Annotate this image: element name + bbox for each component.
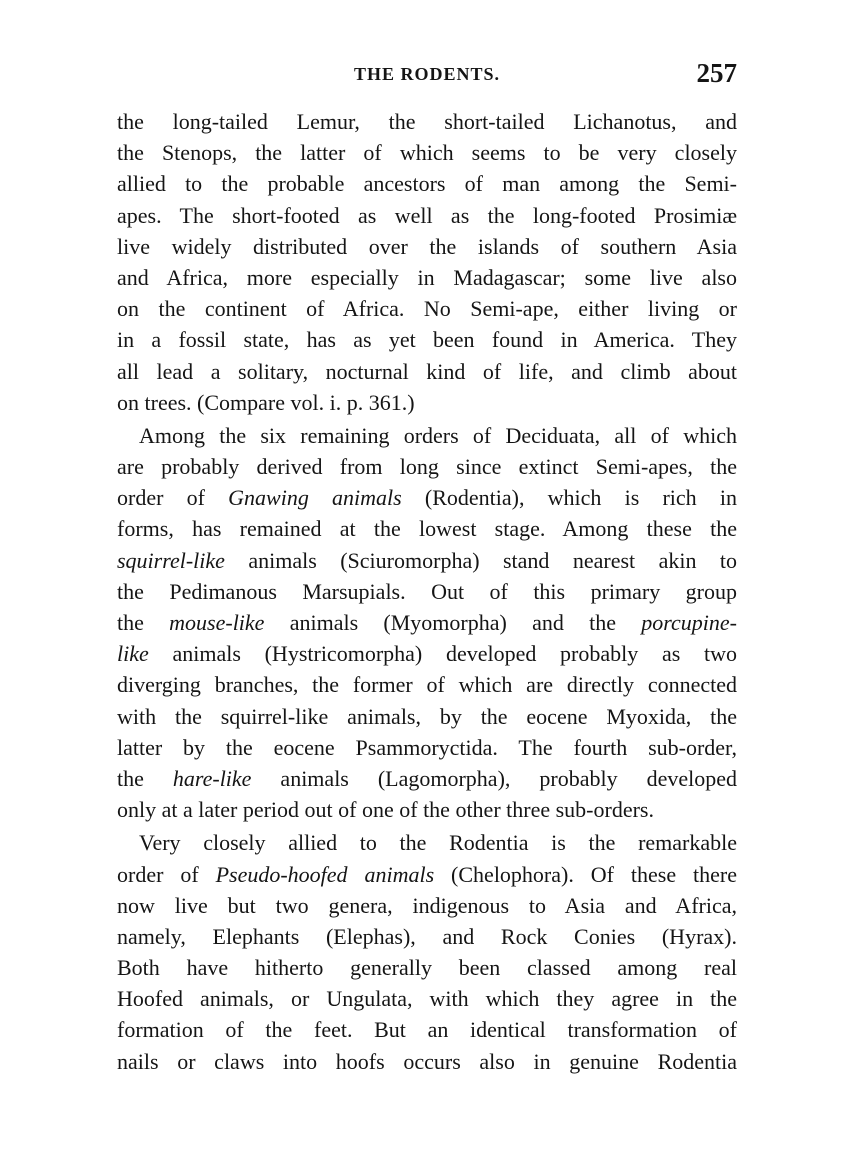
paragraph bbox=[117, 420, 737, 825]
text-line bbox=[117, 545, 737, 576]
text-line: with the squirrel-like animals, by the eocene Myoxida, the bbox=[117, 703, 737, 729]
text-run: animals (Myomorpha) and the bbox=[264, 610, 642, 635]
text-line: Very closely allied to the Rodentia is the remarkable bbox=[139, 830, 737, 856]
text-line: and Africa, more especially in Madagascar; some live also bbox=[117, 264, 737, 290]
text-line: Both have hitherto generally been classed among real bbox=[117, 955, 737, 981]
text-line: now live but two genera, indigenous to Asia and Africa, bbox=[117, 892, 737, 918]
text-line: all lead a solitary, nocturnal kind of life, and climb about bbox=[117, 358, 737, 384]
text-line: the Stenops, the latter of which seems to be very closely bbox=[117, 140, 737, 166]
text-run: animals (Lagomorpha), probably developed bbox=[251, 765, 737, 791]
text-line bbox=[117, 859, 737, 890]
text-line: latter by the eocene Psammoryctida. The fourth sub-order, bbox=[117, 734, 737, 760]
text-line bbox=[117, 638, 737, 669]
text-line: Among the six remaining orders of Deciduata, all of which bbox=[139, 422, 737, 448]
italic-term: porcupine- bbox=[641, 610, 737, 635]
text-line bbox=[117, 482, 737, 513]
text-line: namely, Elephants (Elephas), and Rock Conies (Hyrax). bbox=[117, 923, 737, 949]
text-line bbox=[117, 607, 737, 638]
text-line: allied to the probable ancestors of man among the Semi- bbox=[117, 171, 737, 197]
italic-term: mouse-like bbox=[169, 610, 265, 635]
text-line bbox=[117, 763, 737, 794]
body-text bbox=[117, 106, 737, 1079]
text-line: live widely distributed over the islands of southern Asia bbox=[117, 233, 737, 259]
text-run: animals (Sciuromorpha) stand nearest akin to bbox=[224, 547, 737, 573]
page-header bbox=[117, 58, 737, 98]
italic-term: squirrel-like bbox=[117, 547, 225, 573]
text-line: the long-tailed Lemur, the short-tailed Lichanotus, and bbox=[117, 109, 737, 134]
text-run: the bbox=[117, 610, 170, 635]
paragraph bbox=[117, 106, 737, 418]
text-line: forms, has remained at the lowest stage. Among these the bbox=[117, 516, 737, 542]
text-run: (Chelophora). Of these there bbox=[434, 861, 737, 887]
text-line: on trees. (Compare vol. i. p. 361.) bbox=[117, 389, 415, 415]
paragraph bbox=[117, 827, 737, 1077]
italic-term: Pseudo-hoofed animals bbox=[215, 861, 435, 887]
text-run: order of bbox=[117, 485, 229, 511]
text-line: nails or claws into hoofs occurs also in genuine Rodentia bbox=[117, 1048, 737, 1074]
italic-term: Gnawing animals bbox=[228, 485, 402, 511]
italic-term: like bbox=[117, 641, 149, 667]
text-line: diverging branches, the former of which are directly connected bbox=[117, 672, 737, 698]
text-line: Hoofed animals, or Ungulata, with which they agree in the bbox=[117, 986, 737, 1012]
text-line: only at a later period out of one of the other three sub-orders. bbox=[117, 797, 654, 823]
text-line: the Pedimanous Marsupials. Out of this primary group bbox=[117, 578, 737, 604]
text-line: are probably derived from long since extinct Semi-apes, the bbox=[117, 454, 737, 480]
text-run: the bbox=[117, 765, 173, 791]
text-run: order of bbox=[117, 861, 216, 887]
running-title: THE RODENTS. bbox=[353, 64, 501, 84]
text-line: apes. The short-footed as well as the long-footed Prosimiæ bbox=[117, 202, 737, 228]
text-line: formation of the feet. But an identical transformation of bbox=[117, 1017, 737, 1043]
text-run: animals (Hystricomorpha) developed probably as two bbox=[148, 641, 737, 667]
italic-term: hare-like bbox=[172, 765, 252, 791]
text-run: (Rodentia), which is rich in bbox=[401, 485, 737, 511]
text-line: on the continent of Africa. No Semi-ape, either living or bbox=[117, 296, 737, 322]
page-number: 257 bbox=[696, 58, 737, 88]
text-line: in a fossil state, has as yet been found in America. They bbox=[117, 327, 737, 353]
